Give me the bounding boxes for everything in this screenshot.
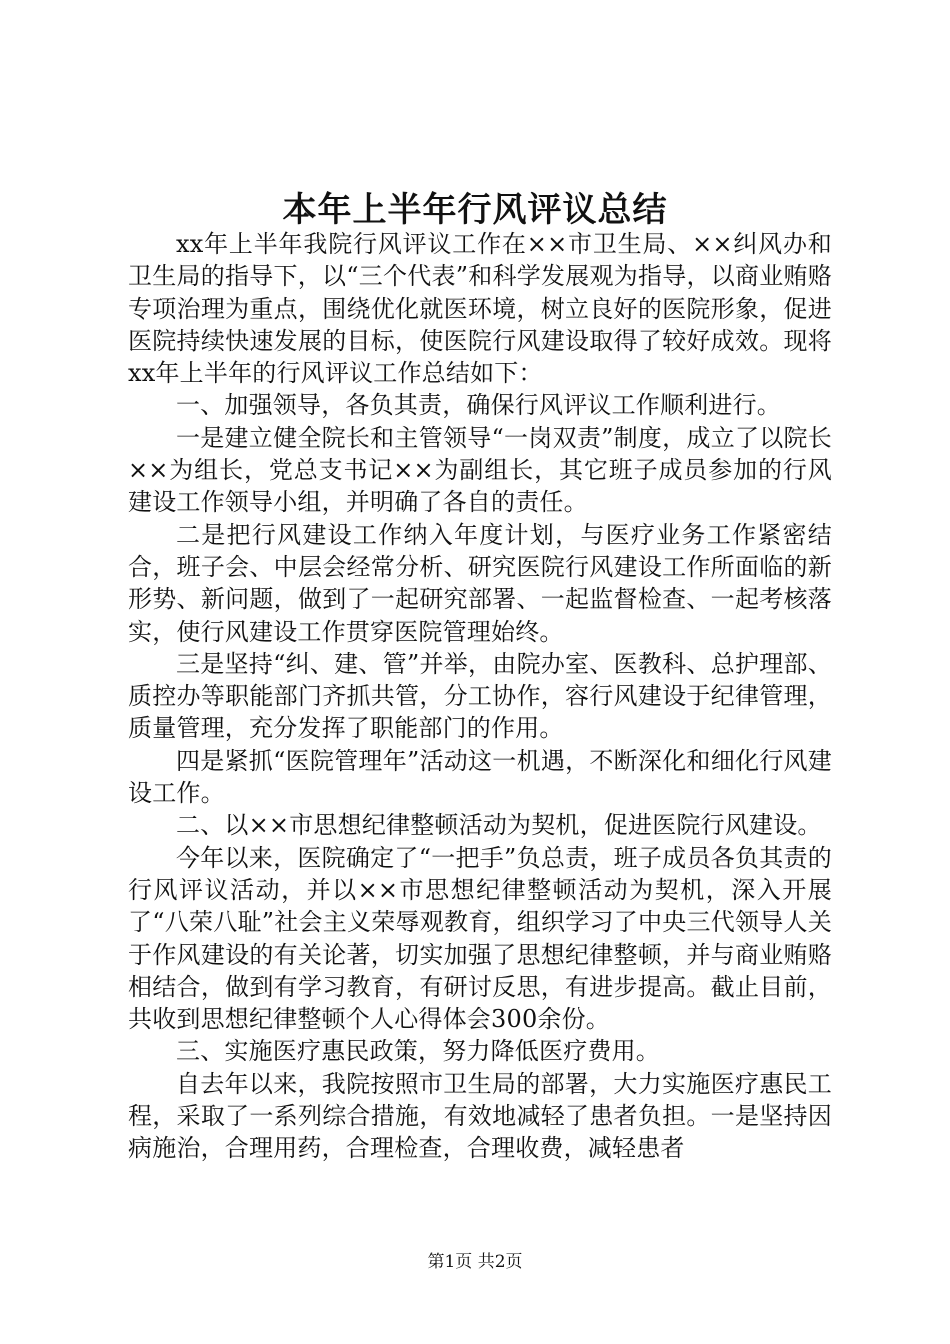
paragraph-section-2: 今年以来，医院确定了“一把手”负总责，班子成员各负其责的行风评议活动，并以××市思想纪律整顿活动为契机，深入开展了“八荣八耻”社会主义荣辱观教育，组织学习了中央三代领导人关于作风建设的有关论著，切实加强了思想纪律整顿，并与商业贿赂相结合，做到有学习教育，有研讨反思，有进步提高。截止目前，共收到思想纪律整顿个人心得体会300余份。 bbox=[128, 843, 832, 1034]
paragraph-item-2: 二是把行风建设工作纳入年度计划，与医疗业务工作紧密结合，班子会、中层会经常分析、研究医院行风建设工作所面临的新形势、新问题，做到了一起研究部署、一起监督检查、一起考核落实，使行风建设工作贯穿医院管理始终。 bbox=[128, 520, 832, 646]
section-heading-2: 二、以××市思想纪律整顿活动为契机，促进医院行风建设。 bbox=[176, 811, 822, 840]
paragraph-item-1: 一是建立健全院长和主管领导“一岗双责”制度，成立了以院长××为组长，党总支书记××为副组长，其它班子成员参加的行风建设工作领导小组，并明确了各自的责任。 bbox=[128, 423, 832, 517]
document-body bbox=[128, 228, 832, 1165]
paragraph-section-3: 自去年以来，我院按照市卫生局的部署，大力实施医疗惠民工程，采取了一系列综合措施，有效地减轻了患者负担。一是坚持因病施治，合理用药，合理检查，合理收费，减轻患者 bbox=[128, 1069, 832, 1163]
paragraph-intro: xx年上半年我院行风评议工作在××市卫生局、××纠风办和卫生局的指导下，以“三个代表”和科学发展观为指导，以商业贿赂专项治理为重点，围绕优化就医环境，树立良好的医院形象，促进医院持续快速发展的目标，使医院行风建设取得了较好成效。现将xx年上半年的行风评议工作总结如下： bbox=[128, 230, 832, 388]
page-indicator: 第1页 共2页 bbox=[427, 1252, 523, 1272]
section-heading-1: 一、加强领导，各负其责，确保行风评议工作顺利进行。 bbox=[176, 391, 781, 420]
section-heading-3: 三、实施医疗惠民政策，努力降低医疗费用。 bbox=[176, 1037, 660, 1066]
document-title: 本年上半年行风评议总结 bbox=[282, 190, 668, 230]
paragraph-item-3: 三是坚持“纠、建、管”并举，由院办室、医教科、总护理部、质控办等职能部门齐抓共管，分工协作，容行风建设于纪律管理，质量管理，充分发挥了职能部门的作用。 bbox=[128, 649, 832, 743]
paragraph-item-4: 四是紧抓“医院管理年”活动这一机遇，不断深化和细化行风建设工作。 bbox=[128, 746, 832, 808]
